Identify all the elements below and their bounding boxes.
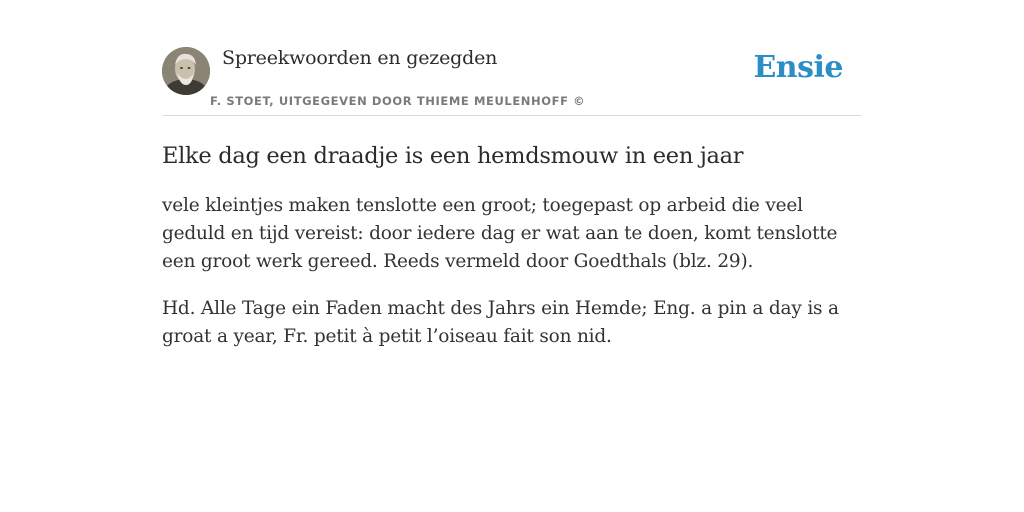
portrait-icon	[162, 47, 210, 95]
brand-logo-link[interactable]: Ensie	[753, 50, 843, 85]
entry-translations-paragraph: Hd. Alle Tage ein Faden macht des Jahrs ein Hemde; Eng. a pin a day is a groat a year, Fr. petit à petit l’oiseau fait son nid.	[162, 298, 839, 347]
page-container	[162, 0, 862, 351]
entry-definition-paragraph: vele kleintjes maken tenslotte een groot; toegepast op arbeid die veel geduld en tijd vereist: door iedere dag er wat aan te doen, komt tenslotte een groot werk gereed. Reeds vermeld door Goedthals (blz. 29).	[162, 195, 838, 272]
author-avatar[interactable]	[162, 47, 210, 95]
header	[162, 0, 862, 116]
source-credit: F. STOET, UITGEGEVEN DOOR THIEME MEULENHOFF ©	[210, 94, 586, 108]
source-title[interactable]: Spreekwoorden en gezegden	[222, 47, 498, 69]
entry-title: Elke dag een draadje is een hemdsmouw in een jaar	[162, 143, 744, 169]
